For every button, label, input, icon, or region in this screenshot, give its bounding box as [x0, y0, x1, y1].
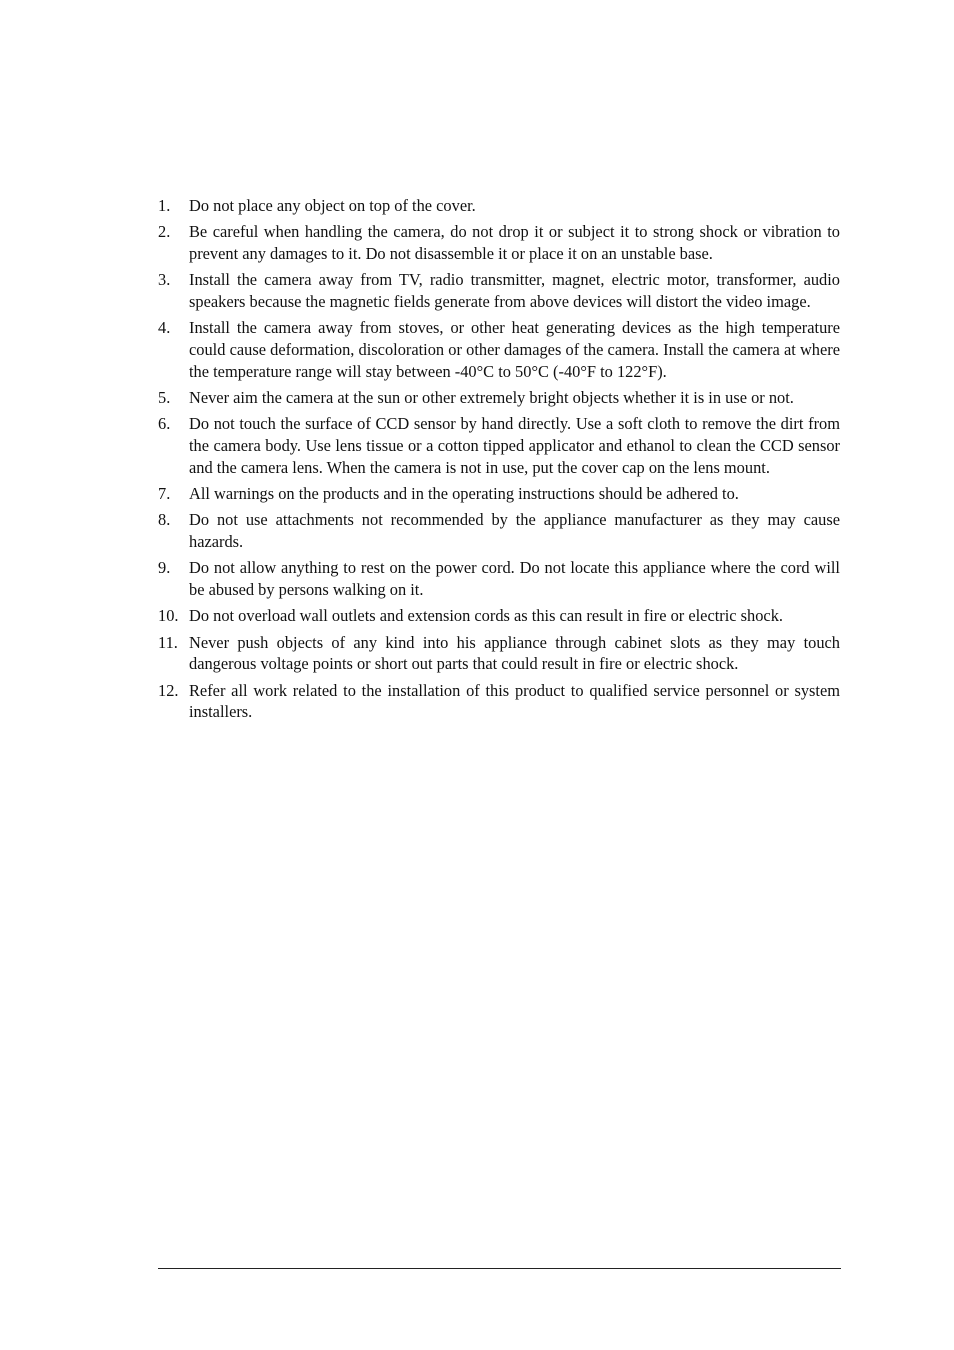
item-text: Do not place any object on top of the cover. — [189, 196, 476, 215]
item-text: Do not allow anything to rest on the power cord. Do not locate this appliance where the cord will be abused by persons walking on it. — [189, 558, 840, 599]
item-number: 6. — [158, 414, 171, 434]
warning-item-11 — [158, 632, 840, 675]
item-number: 10. — [158, 606, 179, 626]
warning-item-2 — [158, 221, 840, 264]
warning-item-6 — [158, 413, 840, 478]
item-text: Do not overload wall outlets and extension cords as this can result in fire or electric shock. — [189, 606, 783, 626]
footer-divider — [158, 1268, 841, 1269]
item-text: Install the camera away from stoves, or other heat generating devices as the high temperature could cause deformation, discoloration or other damages of the camera. Install the camera at where the temperature range will stay between -40°C to 50°C (-40°F to 122°F). — [189, 318, 840, 381]
warning-item-1 — [158, 195, 840, 217]
warning-item-12 — [158, 680, 840, 723]
item-number: 5. — [158, 387, 171, 407]
warning-item-9 — [158, 557, 840, 600]
warning-item-3 — [158, 269, 840, 312]
warning-item-10 — [158, 605, 840, 627]
item-text: All warnings on the products and in the operating instructions should be adhered to. — [189, 483, 739, 503]
item-text: Never aim the camera at the sun or other extremely bright objects whether it is in use or not. — [189, 387, 794, 407]
item-text: Do not use attachments not recommended by the appliance manufacturer as they may cause hazards. — [189, 510, 840, 551]
item-number: 2. — [158, 222, 171, 242]
item-number: 9. — [158, 558, 171, 578]
item-text: Install the camera away from TV, radio transmitter, magnet, electric motor, transformer, audio speakers because the magnetic fields generate from above devices will distort the video image. — [189, 270, 840, 311]
warning-item-7 — [158, 483, 840, 505]
warning-item-8 — [158, 509, 840, 552]
item-number: 12. — [158, 680, 179, 700]
item-number: 7. — [158, 483, 171, 503]
warning-item-4 — [158, 317, 840, 382]
item-text: Refer all work related to the installation of this product to qualified service personnel or system installers. — [189, 680, 840, 722]
item-text: Never push objects of any kind into his appliance through cabinet slots as they may touch dangerous voltage points or short out parts that could result in fire or electric shock. — [189, 632, 840, 674]
item-number: 11. — [158, 632, 178, 652]
item-text: Be careful when handling the camera, do not drop it or subject it to strong shock or vibration to prevent any damages to it. Do not disassemble it or place it on an unstable base. — [189, 222, 840, 263]
safety-warnings-list — [158, 195, 840, 728]
item-number: 3. — [158, 270, 171, 290]
item-number: 1. — [158, 196, 171, 215]
item-number: 4. — [158, 318, 171, 338]
item-number: 8. — [158, 510, 171, 530]
warning-item-5 — [158, 387, 840, 409]
item-text: Do not touch the surface of CCD sensor by hand directly. Use a soft cloth to remove the dirt from the camera body. Use lens tissue or a cotton tipped applicator and ethanol to clean the CCD sensor and the camera lens. When the camera is not in use, put the cover cap on the lens mount. — [189, 414, 840, 477]
